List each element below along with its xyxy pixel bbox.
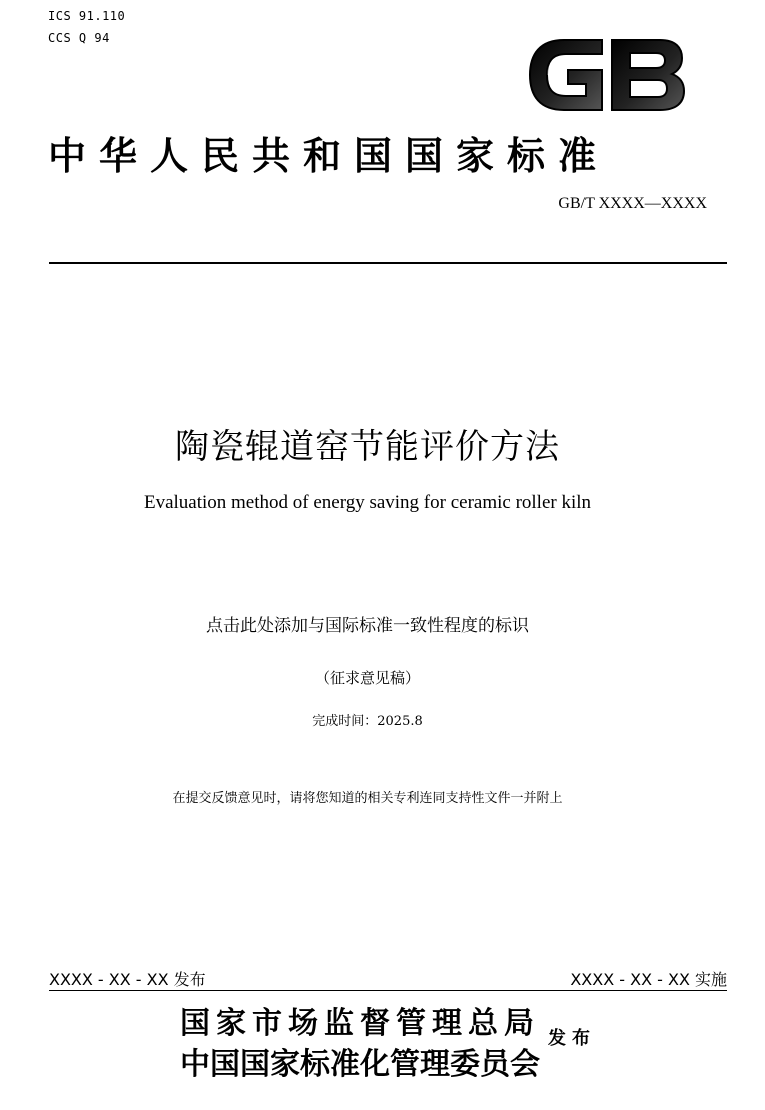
document-title-en: Evaluation method of energy saving for ceramic roller kiln (143, 492, 592, 513)
document-title-cn: 陶瓷辊道窑节能评价方法 (175, 427, 560, 467)
patent-notice: 在提交反馈意见时，请将您知道的相关专利连同支持性文件一并附上 (172, 791, 563, 806)
completion-time: 完成时间：2025.8 (312, 714, 423, 729)
issuer-samr: 国家市场监督管理总局 (180, 1006, 540, 1041)
conformity-note[interactable]: 点击此处添加与国际标准一致性程度的标识 (206, 616, 529, 636)
publish-label: 发布 (548, 1028, 596, 1049)
national-standard-title: 中华人民共和国国家标准 (48, 134, 610, 178)
implementation-date: XXXX - XX - XX 实施 (570, 970, 727, 989)
standard-number: GB/T XXXX—XXXX (558, 195, 707, 212)
ics-code: ICS 91.110 (48, 9, 126, 23)
header-divider (49, 262, 727, 264)
footer-divider (49, 990, 727, 991)
gb-logo (524, 34, 689, 116)
draft-status: （征求意见稿） (314, 669, 420, 687)
issuer-sac: 中国国家标准化管理委员会 (180, 1047, 540, 1082)
ccs-code: CCS Q 94 (48, 31, 110, 45)
issue-date: XXXX - XX - XX 发布 (49, 970, 206, 989)
